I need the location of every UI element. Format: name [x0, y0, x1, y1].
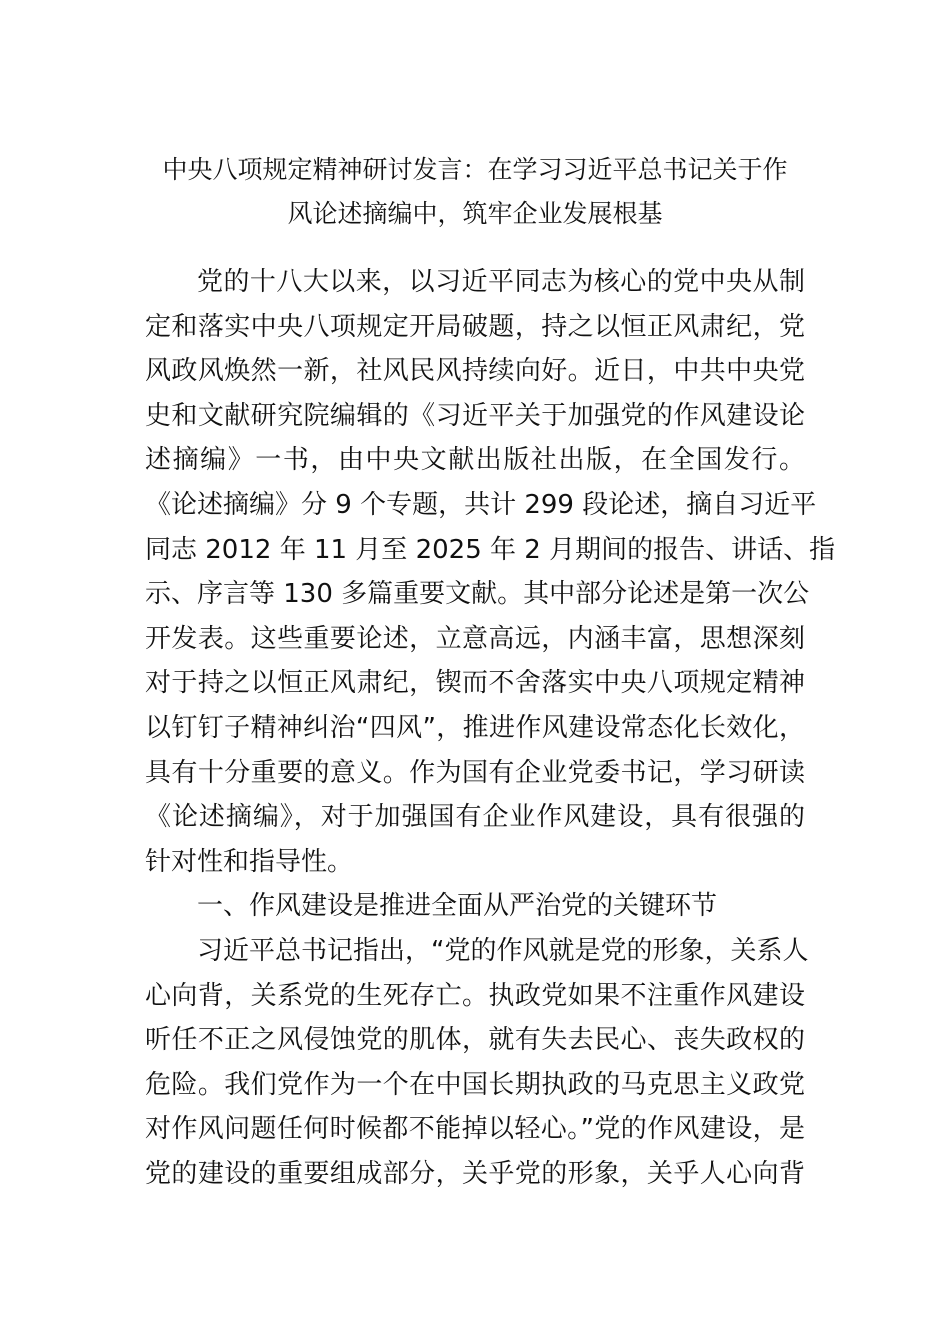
text-line: 示、序言等 130 多篇重要文献。其中部分论述是第一次公	[145, 579, 810, 610]
document-title	[100, 148, 850, 236]
text-line: 《论述摘编》分 9 个专题，共计 299 段论述，摘自习近平	[145, 489, 817, 520]
text-line: 风政风焕然一新，社风民风持续向好。近日，中共中央党	[145, 356, 805, 387]
text-line: 听任不正之风侵蚀党的肌体，就有失去民心、丧失政权的	[145, 1025, 805, 1056]
text-line: 以钉钉子精神纠治“四风”，推进作风建设常态化长效化，	[145, 712, 805, 743]
text-line: 定和落实中央八项规定开局破题，持之以恒正风肃纪，党	[145, 311, 805, 342]
text-line: 一、作风建设是推进全面从严治党的关键环节	[197, 891, 718, 922]
text-line: 心向背，关系党的生死存亡。执政党如果不注重作风建设	[145, 980, 805, 1011]
text-line: 党的十八大以来，以习近平同志为核心的党中央从制	[197, 267, 805, 297]
section-heading	[145, 884, 805, 929]
text-line: 危险。我们党作为一个在中国长期执政的马克思主义政党	[145, 1069, 805, 1100]
paragraph	[145, 260, 836, 884]
text-line: 针对性和指导性。	[145, 846, 354, 877]
text-line: 开发表。这些重要论述，立意高远，内涵丰富，思想深刻	[145, 623, 805, 654]
text-line: 同志 2012 年 11 月至 2025 年 2 月期间的报告、讲话、指	[145, 534, 836, 565]
text-line: 对作风问题任何时候都不能掉以轻心。”党的作风建设，是	[145, 1114, 805, 1145]
text-line: 史和文献研究院编辑的《习近平关于加强党的作风建设论	[145, 400, 805, 431]
document-body	[145, 260, 836, 1196]
text-line: 对于持之以恒正风肃纪，锲而不舍落实中央八项规定精神	[145, 668, 805, 699]
title-line: 风论述摘编中，筑牢企业发展根基	[287, 199, 663, 228]
text-line: 具有十分重要的意义。作为国有企业党委书记，学习研读	[145, 757, 805, 788]
text-line: 述摘编》一书，由中央文献出版社出版，在全国发行。	[145, 445, 805, 476]
title-line: 中央八项规定精神研讨发言：在学习习近平总书记关于作	[162, 155, 788, 184]
text-line: 《论述摘编》，对于加强国有企业作风建设，具有很强的	[145, 802, 805, 833]
paragraph	[145, 929, 809, 1197]
text-line: 党的建设的重要组成部分，关乎党的形象，关乎人心向背	[145, 1158, 805, 1189]
text-line: 习近平总书记指出，“党的作风就是党的形象，关系人	[197, 935, 809, 966]
